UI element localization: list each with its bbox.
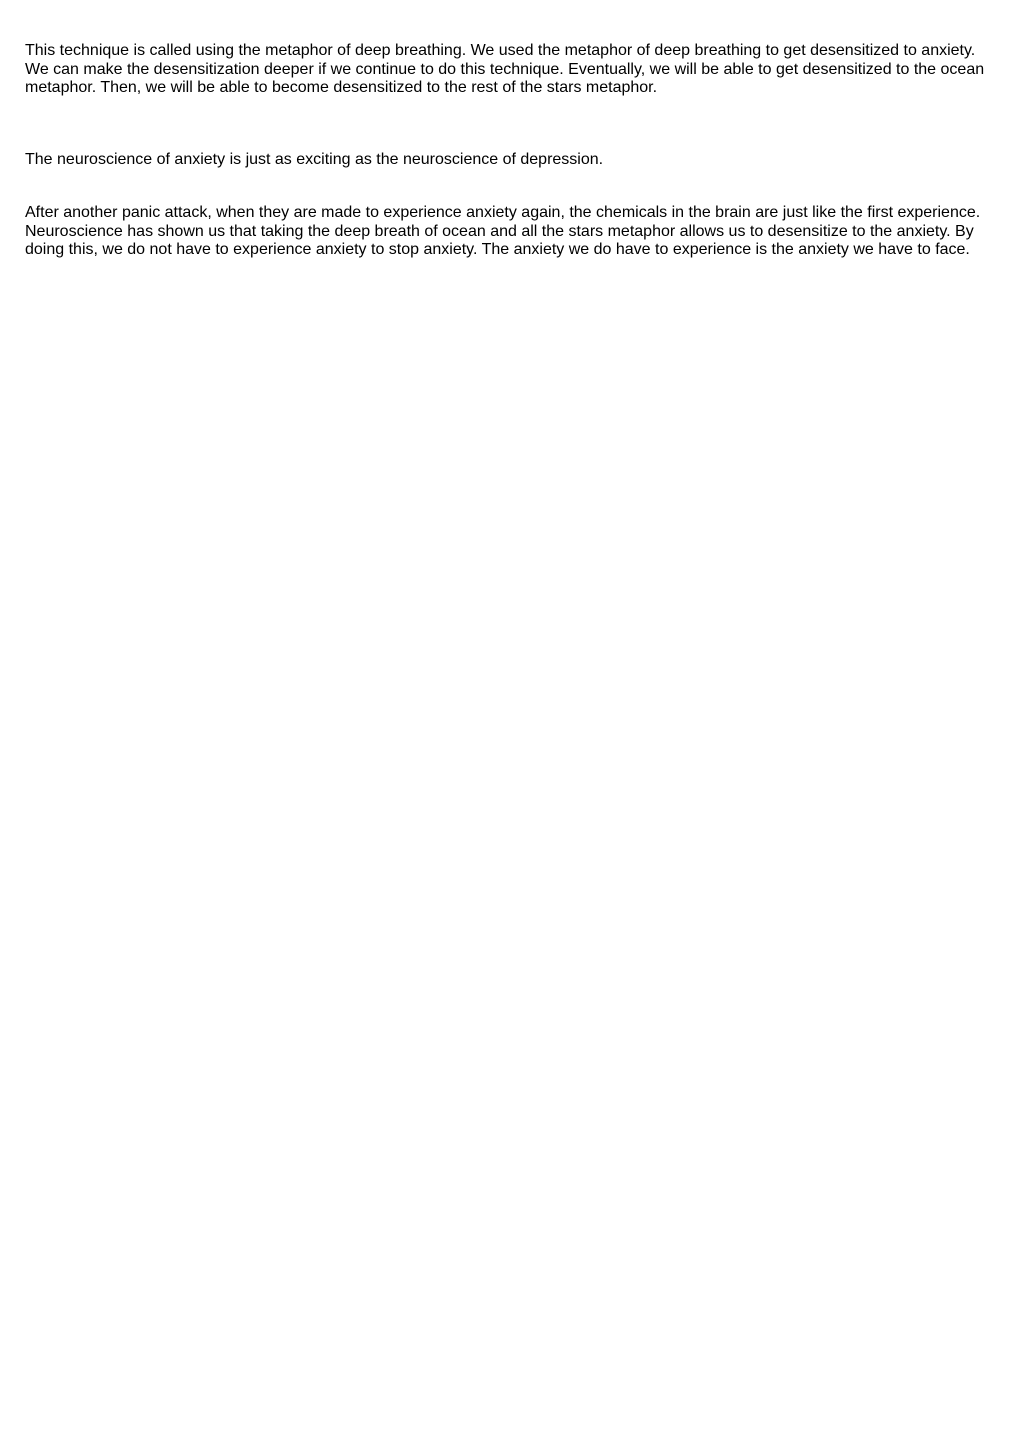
paragraph-panic-attack: After another panic attack, when they are made to experience anxiety again, the chemicals in the brain are just like the first experience. Neuroscience has shown us that taking the deep breath of ocean and all the stars metaphor allows us to desensitize to the anxiety. By doing this, we do not have to experience anxiety to stop anxiety. The anxiety we do have to experience is the anxiety we have to face. xyxy=(25,204,981,258)
paragraph-neuroscience: The neuroscience of anxiety is just as exciting as the neuroscience of depression. xyxy=(25,151,604,168)
paragraph-technique: This technique is called using the metaphor of deep breathing. We used the metaphor of deep breathing to get desensitized to anxiety. We can make the desensitization deeper if we continue to do this technique. Eventually, we will be able to get desensitized to the ocean metaphor. Then, we will be able to become desensitized to the rest of the stars metaphor. xyxy=(25,42,985,96)
